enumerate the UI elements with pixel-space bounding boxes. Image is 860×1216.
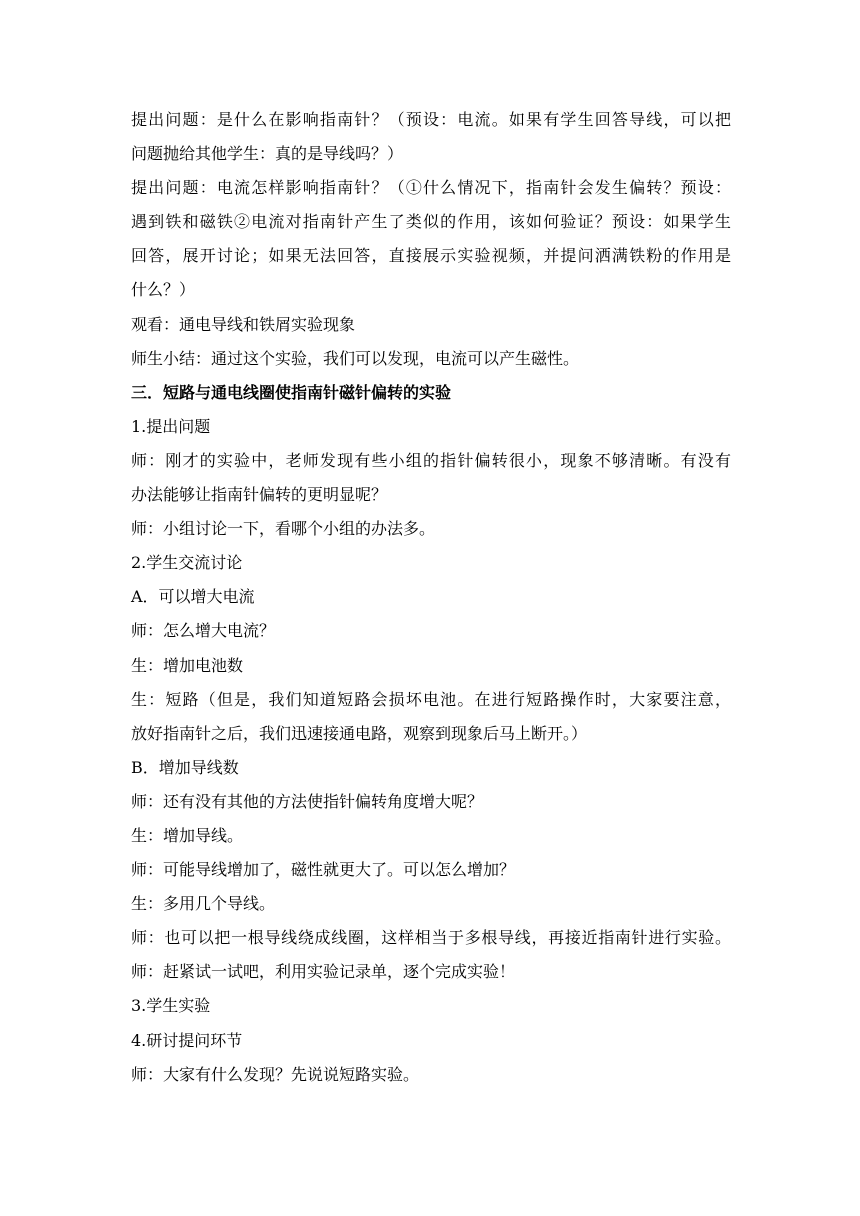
text-line: 什么？） (131, 280, 196, 300)
text-line: 师：小组讨论一下，看哪个小组的办法多。 (131, 519, 436, 539)
text-line: 1.提出问题 (131, 416, 211, 436)
text-line: A．可以增大电流 (131, 587, 255, 607)
text-line: 观看：通电导线和铁屑实验现象 (131, 314, 356, 334)
text-line: 生：增加电池数 (131, 655, 244, 675)
text-line: 回答，展开讨论；如果无法回答，直接展示实验视频，并提问洒满铁粉的作用是 (131, 246, 731, 266)
text-line: 生：短路（但是，我们知道短路会损坏电池。在进行短路操作时，大家要注意， (131, 689, 731, 709)
text-line: 3.学生实验 (131, 996, 211, 1016)
text-line: B．增加导线数 (131, 757, 239, 777)
text-line: 师：大家有什么发现？先说说短路实验。 (131, 1064, 420, 1084)
text-line: 4.研讨提问环节 (131, 1030, 243, 1050)
document-body (131, 103, 731, 1092)
text-line: 生：多用几个导线。 (131, 894, 276, 914)
text-line: 提出问题：电流怎样影响指南针？（①什么情况下，指南针会发生偏转？预设： (131, 178, 731, 198)
text-line: 师：还有没有其他的方法使指针偏转角度增大呢？ (131, 791, 484, 811)
text-line: 师：刚才的实验中，老师发现有些小组的指针偏转很小，现象不够清晰。有没有 (131, 450, 731, 470)
text-line: 师：赶紧试一试吧，利用实验记录单，逐个完成实验！ (131, 962, 516, 982)
text-line: 师：可能导线增加了，磁性就更大了。可以怎么增加？ (131, 860, 516, 880)
text-line: 问题抛给其他学生：真的是导线吗？） (131, 144, 404, 164)
text-line: 提出问题：是什么在影响指南针？（预设：电流。如果有学生回答导线，可以把 (131, 110, 731, 129)
text-line: 2.学生交流讨论 (131, 553, 243, 573)
text-line: 师：怎么增大电流？ (131, 621, 276, 641)
text-line: 师生小结：通过这个实验，我们可以发现，电流可以产生磁性。 (131, 348, 580, 368)
text-line: 遇到铁和磁铁②电流对指南针产生了类似的作用，该如何验证？预设：如果学生 (131, 212, 731, 232)
text-line: 办法能够让指南针偏转的更明显呢？ (131, 485, 388, 505)
section-heading: 三．短路与通电线圈使指南针磁针偏转的实验 (131, 382, 452, 402)
text-line: 师：也可以把一根导线绕成线圈，这样相当于多根导线，再接近指南针进行实验。 (131, 928, 731, 948)
text-line: 生：增加导线。 (131, 825, 244, 845)
text-line: 放好指南针之后，我们迅速接通电路，观察到现象后马上断开。） (131, 723, 588, 743)
